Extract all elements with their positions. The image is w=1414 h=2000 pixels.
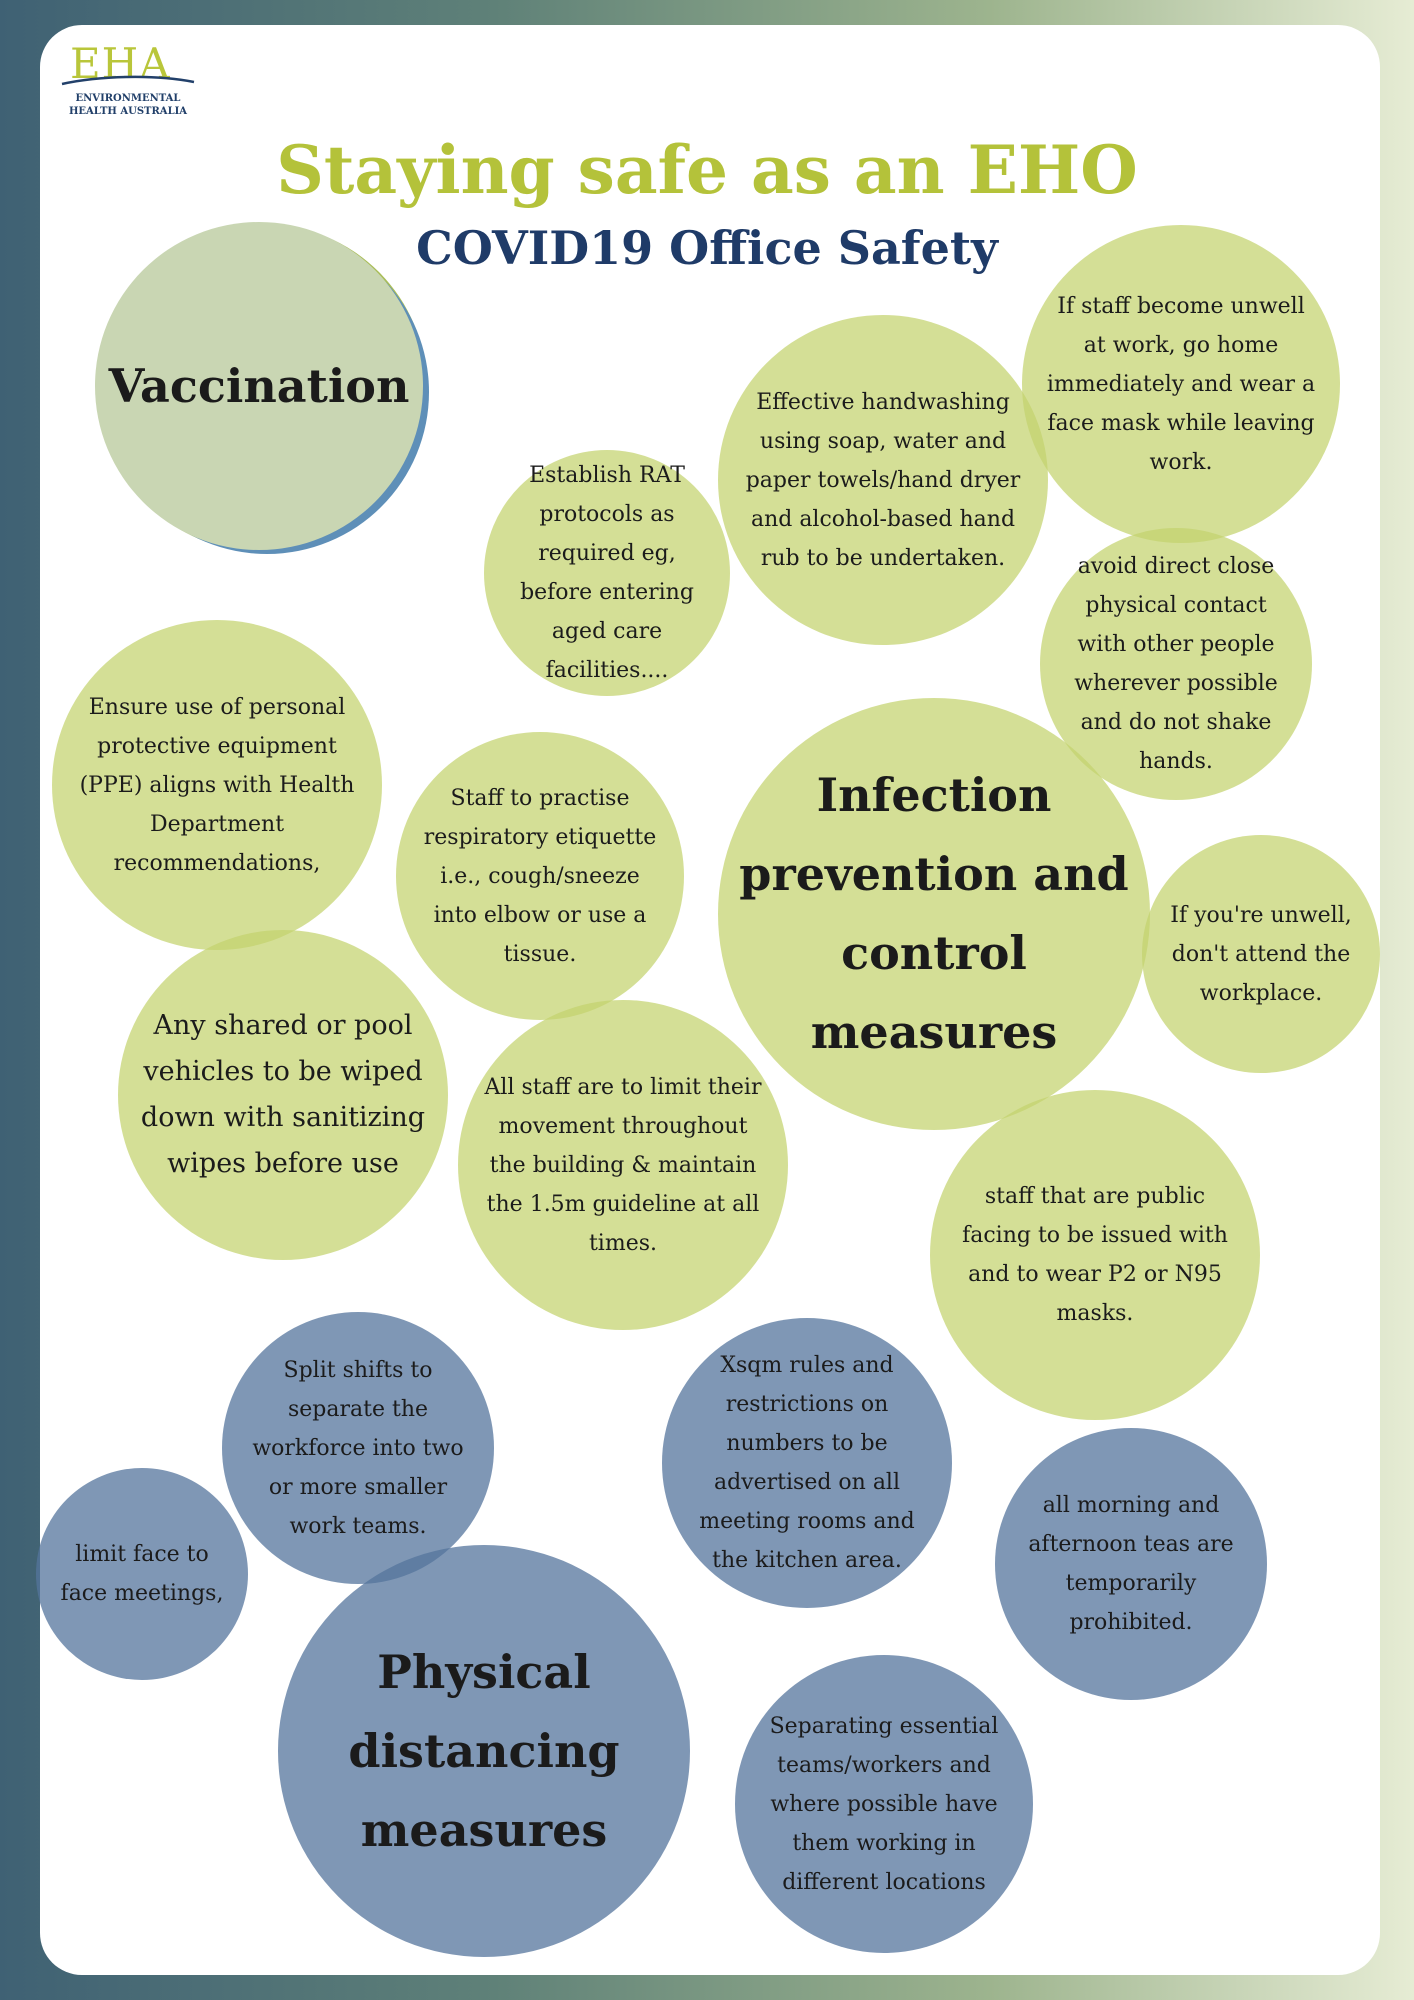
face-to-face-text: limit face to face meetings, bbox=[60, 1542, 224, 1606]
infection-prevention-label: Infection prevention and control measures bbox=[739, 768, 1129, 1059]
xsqm-rules-text: Xsqm rules and restrictions on numbers to be advertised on all meeting rooms and the kitchen area. bbox=[699, 1353, 915, 1573]
masks-text: staff that are public facing to be issued with and to wear P2 or N95 masks. bbox=[962, 1184, 1228, 1326]
limit-movement-bubble bbox=[458, 1000, 788, 1330]
morning-teas-bubble bbox=[995, 1428, 1267, 1700]
logo-subtitle bbox=[58, 92, 198, 118]
vaccination-label: Vaccination bbox=[108, 358, 410, 413]
eha-logo bbox=[58, 40, 198, 120]
handwashing-text: Effective handwashing using soap, water and paper towels/hand dryer and alcohol-based hand rub to be undertaken. bbox=[745, 389, 1021, 571]
morning-teas-text: all morning and afternoon teas are temporarily prohibited. bbox=[1028, 1493, 1234, 1635]
vaccination-bubble bbox=[95, 222, 423, 550]
limit-movement-text: All staff are to limit their movement throughout the building & maintain the 1.5m guideline at all times. bbox=[484, 1074, 762, 1256]
page-subtitle: COVID19 Office Safety bbox=[416, 221, 998, 275]
dont-attend-text: If you're unwell, don't attend the workplace. bbox=[1170, 902, 1352, 1006]
ppe-bubble bbox=[52, 620, 382, 950]
logo-mark: EHA bbox=[70, 39, 171, 88]
face-to-face-bubble bbox=[36, 1468, 248, 1680]
xsqm-rules-bubble bbox=[662, 1318, 952, 1608]
dont-attend-bubble bbox=[1142, 835, 1380, 1073]
page-title: Staying safe as an EHO bbox=[276, 131, 1138, 209]
handwashing-bubble bbox=[718, 315, 1048, 645]
respiratory-etiquette-text: Staff to practise respiratory etiquette i.e., cough/sneeze into elbow or use a tissue. bbox=[423, 785, 657, 967]
separating-teams-text: Separating essential teams/workers and where possible have them working in different locations bbox=[769, 1713, 999, 1895]
infection-prevention-bubble bbox=[718, 698, 1150, 1130]
split-shifts-text: Split shifts to separate the workforce into two or more smaller work teams. bbox=[252, 1357, 464, 1539]
unwell-at-work-bubble bbox=[1022, 225, 1340, 543]
split-shifts-bubble bbox=[222, 1312, 494, 1584]
respiratory-etiquette-bubble bbox=[396, 732, 684, 1020]
physical-distancing-bubble bbox=[278, 1545, 690, 1957]
avoid-contact-text: avoid direct close physical contact with other people wherever possible and do not shake hands. bbox=[1074, 554, 1278, 774]
logo-line-2: HEALTH AUSTRALIA bbox=[68, 106, 188, 117]
rat-protocols-text: Establish RAT protocols as required eg, before entering aged care facilities.... bbox=[520, 463, 694, 683]
masks-bubble bbox=[930, 1090, 1260, 1420]
shared-vehicles-bubble bbox=[118, 930, 448, 1260]
rat-protocols-bubble bbox=[484, 450, 730, 696]
logo-swoosh-icon bbox=[58, 70, 198, 94]
unwell-at-work-text: If staff become unwell at work, go home immediately and wear a face mask while leaving work. bbox=[1046, 293, 1316, 475]
shared-vehicles-text: Any shared or pool vehicles to be wiped down with sanitizing wipes before use bbox=[140, 1010, 426, 1179]
physical-distancing-label: Physical distancing measures bbox=[348, 1644, 620, 1857]
ppe-text: Ensure use of personal protective equipment (PPE) aligns with Health Department recommendations, bbox=[79, 694, 355, 876]
logo-line-1: ENVIRONMENTAL bbox=[75, 93, 181, 104]
separating-teams-bubble bbox=[735, 1655, 1033, 1953]
